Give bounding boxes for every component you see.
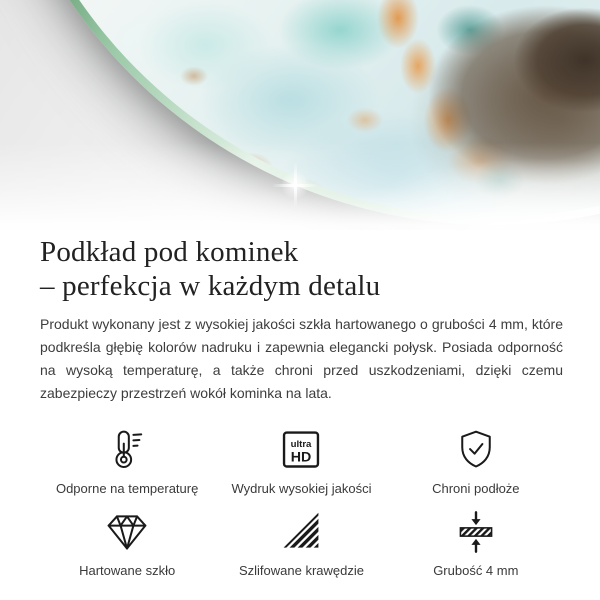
feature-label: Wydruk wysokiej jakości bbox=[231, 481, 372, 496]
page-title bbox=[40, 235, 563, 303]
ultra-hd-icon bbox=[278, 428, 324, 472]
feature-item-print-quality bbox=[214, 422, 388, 504]
thickness-4mm-icon bbox=[453, 510, 499, 554]
product-photo bbox=[0, 0, 600, 230]
feature-item-polished-edges bbox=[214, 504, 388, 586]
feature-item-thickness bbox=[389, 504, 563, 586]
feature-label: Grubość 4 mm bbox=[433, 563, 519, 578]
glare-sparkle-icon bbox=[271, 161, 319, 209]
product-description: Produkt wykonany jest z wysokiej jakości szkła hartowanego o grubości 4 mm, które podkreśla głębię kolorów nadruku i zapewnia elegancki połysk. Posiada odporność na wysoką temperaturę, a także chroni przed uszkodzeniami, dzięki czemu zabezpieczy przestrzeń wokół kominka na lata. bbox=[40, 316, 563, 401]
ultra-hd-icon-text-bottom: HD bbox=[291, 449, 312, 466]
feature-item-tempered-glass bbox=[40, 504, 214, 586]
content-area bbox=[0, 235, 600, 586]
thermometer-icon bbox=[104, 428, 150, 472]
ultra-hd-icon-text-top: ultra bbox=[291, 438, 312, 450]
feature-label: Odporne na temperaturę bbox=[55, 481, 199, 496]
polished-edges-icon bbox=[278, 510, 324, 554]
page-title-line-1: Podkład pod kominek bbox=[40, 236, 299, 268]
feature-item-temperature bbox=[40, 422, 214, 504]
feature-label: Szlifowane krawędzie bbox=[238, 563, 364, 578]
feature-label: Chroni podłoże bbox=[432, 481, 520, 496]
page-title-line-2: – perfekcja w każdym detalu bbox=[40, 270, 381, 302]
diamond-icon bbox=[103, 510, 151, 554]
feature-item-protects-floor bbox=[389, 422, 563, 504]
features-grid bbox=[40, 422, 563, 586]
shield-check-icon bbox=[453, 428, 499, 472]
feature-label: Hartowane szkło bbox=[79, 563, 176, 578]
